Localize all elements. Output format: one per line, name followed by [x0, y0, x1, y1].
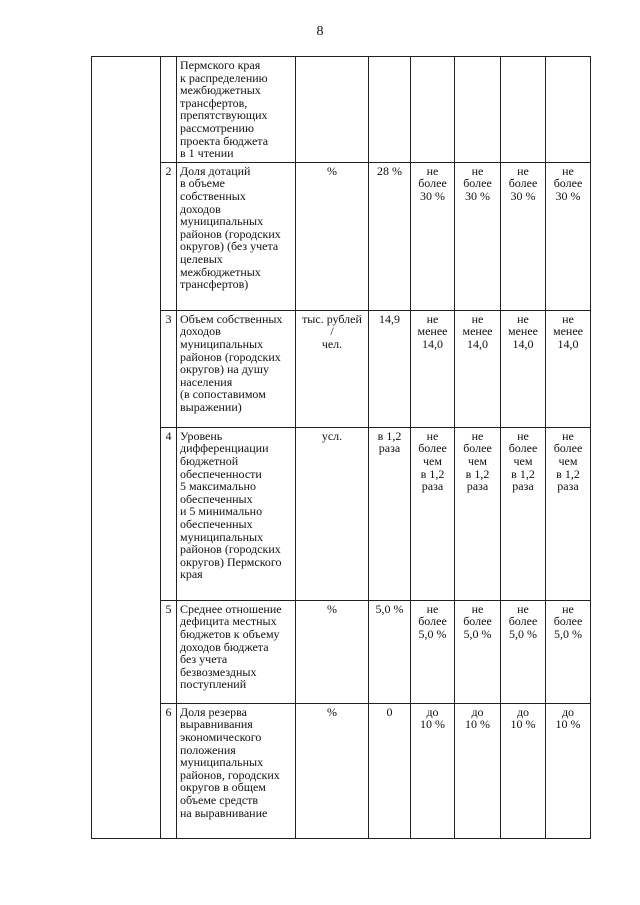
indicators-table — [91, 56, 591, 839]
table-row-continuation — [92, 57, 591, 163]
num-cell — [161, 57, 177, 163]
target-value — [411, 703, 455, 838]
base-value-cell — [369, 57, 411, 163]
target-value — [501, 310, 546, 427]
target-value — [546, 162, 591, 310]
indicator-name-text: Пермского края к распределению межбюджетных трансфертов, препятствующих рассмотрению проекта бюджета в 1 чтении — [180, 58, 269, 161]
unit-text: усл. — [321, 428, 343, 443]
target-value — [455, 427, 501, 600]
target-value-text: не более 30 % — [553, 163, 583, 203]
left-margin-cell — [92, 57, 161, 839]
target-value — [501, 427, 546, 600]
base-value-text: 5,0 % — [375, 601, 404, 616]
unit-cell — [296, 162, 369, 310]
indicator-name-text: Объем собственных доходов муниципальных районов (городских округов) на душу населения (в сопоставимом выражении) — [180, 311, 283, 414]
target-value-text: не менее 14,0 — [417, 311, 448, 351]
target-value — [501, 703, 546, 838]
indicator-name — [177, 162, 296, 310]
target-value-text: не менее 14,0 — [462, 311, 493, 351]
target-cell — [501, 57, 546, 163]
target-value — [546, 600, 591, 703]
indicator-name — [177, 600, 296, 703]
target-value-text: не более чем в 1,2 раза — [418, 428, 447, 494]
target-value — [546, 427, 591, 600]
target-value — [455, 162, 501, 310]
indicator-name-text: Доля резерва выравнивания экономического положения муниципальных районов, городских округов в общем объеме средств на выравнивание — [180, 704, 280, 820]
target-value-text: не более 30 % — [418, 163, 447, 203]
table-row — [92, 310, 591, 427]
unit-slash: / — [330, 324, 334, 339]
target-value — [501, 600, 546, 703]
indicator-name-text: Доля дотаций в объеме собственных доходов муниципальных районов (городских округов) (без учета целевых межбюджетных трансфертов) — [180, 163, 281, 292]
target-value-text: до 10 % — [510, 704, 536, 732]
row-number: 3 — [161, 310, 177, 427]
base-value — [369, 600, 411, 703]
base-value-text: 0 — [386, 704, 393, 719]
indicator-name — [177, 427, 296, 600]
target-value-text: не более чем в 1,2 раза — [508, 428, 538, 494]
target-value — [455, 310, 501, 427]
target-value — [411, 600, 455, 703]
target-value — [546, 310, 591, 427]
target-value-text: не более 30 % — [508, 163, 538, 203]
target-value — [411, 427, 455, 600]
target-value-text: не менее 14,0 — [508, 311, 538, 351]
base-value — [369, 162, 411, 310]
target-value — [411, 310, 455, 427]
target-value-text: не более 30 % — [463, 163, 492, 203]
table-row — [92, 600, 591, 703]
target-cell — [455, 57, 501, 163]
row-number: 4 — [161, 427, 177, 600]
target-value — [501, 162, 546, 310]
unit-cell — [296, 57, 369, 163]
row-number: 5 — [161, 600, 177, 703]
target-value — [411, 162, 455, 310]
target-value-text: не более 5,0 % — [418, 601, 447, 641]
indicator-name — [177, 703, 296, 838]
target-value-text: до 10 % — [555, 704, 581, 732]
row-number: 6 — [161, 703, 177, 838]
indicator-name-text: Уровень дифференциации бюджетной обеспеченности 5 максимально обеспеченных и 5 минимально обеспеченных муниципальных районов (городских округов) Пермского края — [180, 428, 282, 582]
base-value — [369, 703, 411, 838]
target-value — [546, 703, 591, 838]
page-number: 8 — [316, 24, 324, 39]
target-value-text: не более 5,0 % — [553, 601, 583, 641]
unit-text: тыс. рублей — [302, 311, 362, 326]
target-value-text: до 10 % — [465, 704, 490, 732]
base-value-text: в 1,2 раза — [377, 428, 402, 456]
indicator-name-text: Среднее отношение дефицита местных бюджетов к объему доходов бюджета без учета безвозмездных поступлений — [180, 601, 282, 692]
base-value-text: 28 % — [377, 163, 402, 178]
target-cell — [546, 57, 591, 163]
row-number: 2 — [161, 162, 177, 310]
unit-text: % — [327, 601, 337, 616]
unit-text: % — [327, 163, 337, 178]
unit-text: % — [327, 704, 337, 719]
target-cell — [411, 57, 455, 163]
base-value — [369, 310, 411, 427]
unit-text-bottom: чел. — [321, 336, 343, 351]
target-value-text: не более чем в 1,2 раза — [553, 428, 583, 494]
indicator-name — [177, 57, 296, 163]
unit-cell — [296, 427, 369, 600]
target-value-text: не более 5,0 % — [463, 601, 492, 641]
table-row — [92, 703, 591, 838]
target-value-text: не менее 14,0 — [553, 311, 583, 351]
target-value-text: не более чем в 1,2 раза — [463, 428, 492, 494]
base-value-text: 14,9 — [379, 311, 400, 326]
target-value — [455, 600, 501, 703]
target-value-text: не более 5,0 % — [508, 601, 538, 641]
unit-cell — [296, 310, 369, 427]
target-value-text: до 10 % — [420, 704, 445, 732]
indicator-name — [177, 310, 296, 427]
table-row — [92, 427, 591, 600]
table-row — [92, 162, 591, 310]
unit-cell — [296, 703, 369, 838]
target-value — [455, 703, 501, 838]
unit-cell — [296, 600, 369, 703]
base-value — [369, 427, 411, 600]
